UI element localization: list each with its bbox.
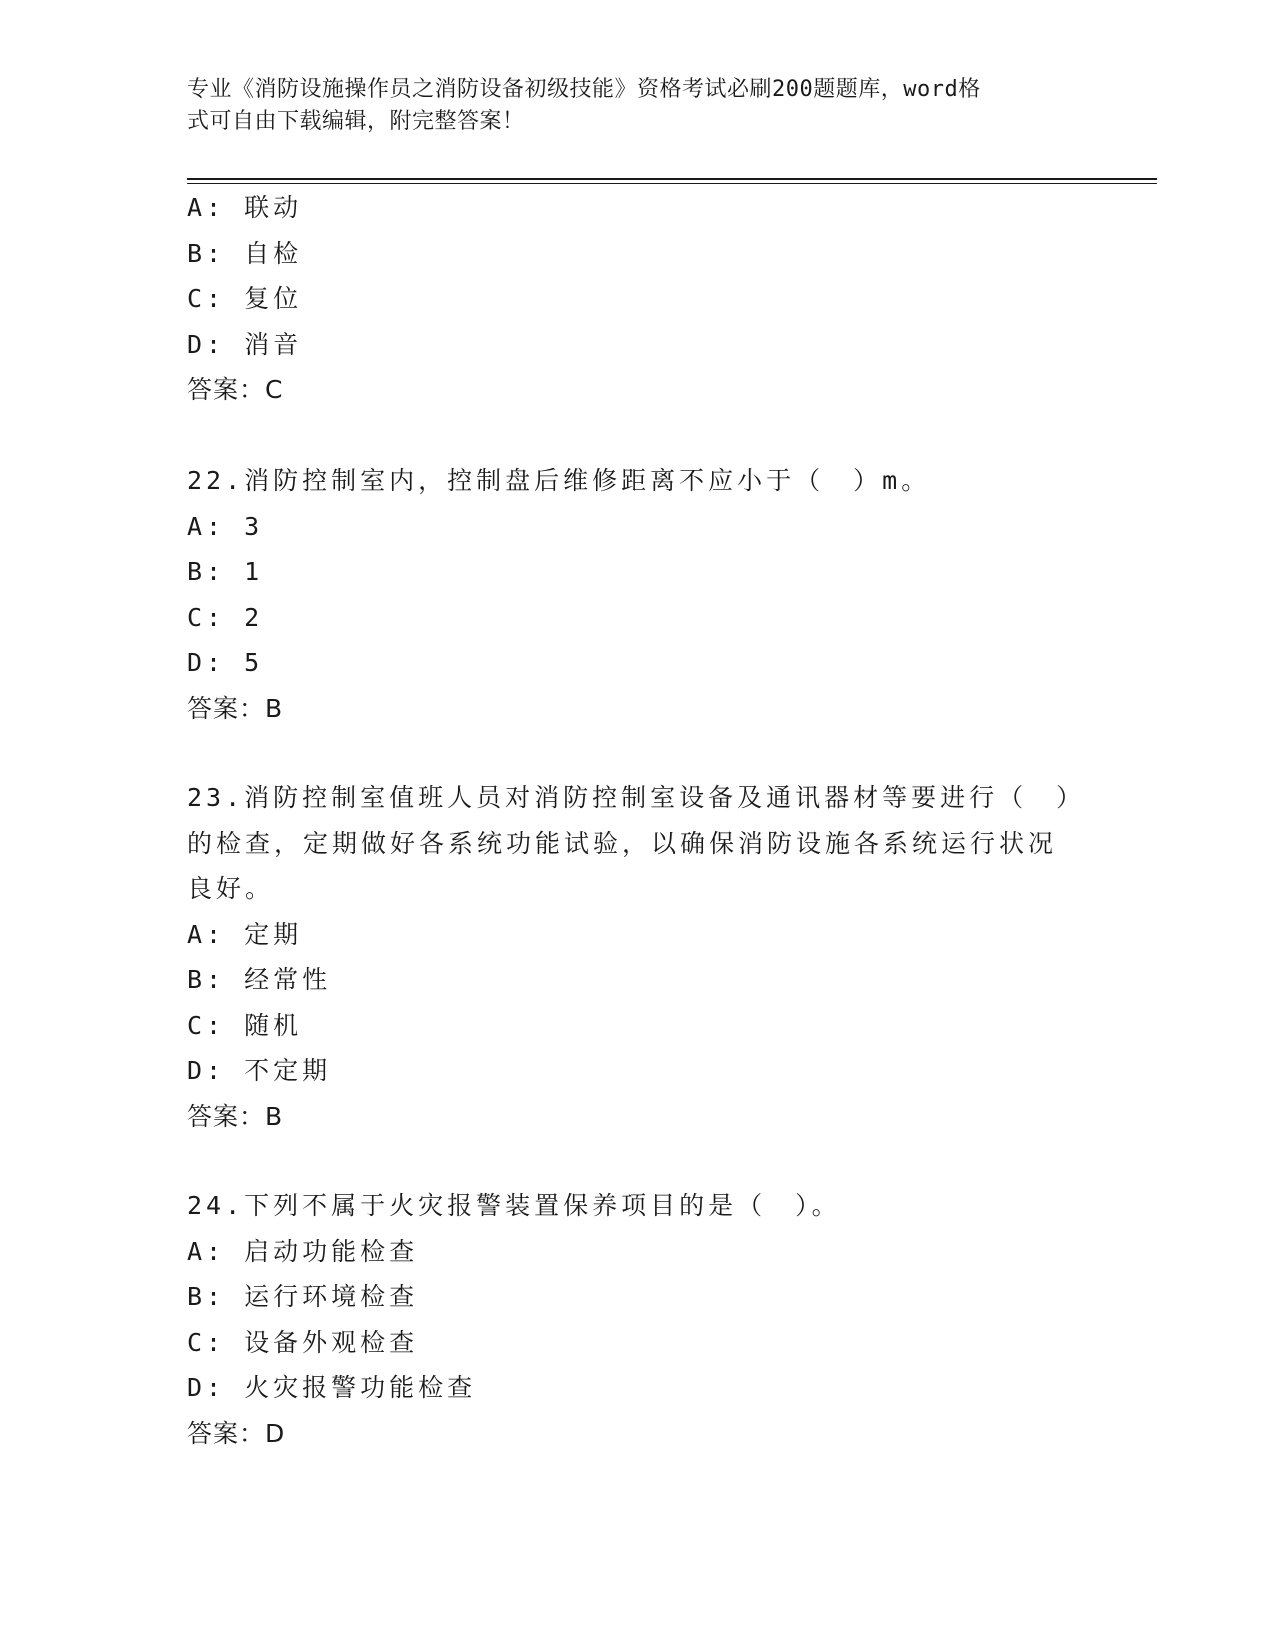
option-d: D: 消音 (187, 329, 303, 359)
header-divider-thin (187, 183, 1157, 184)
option-a: A: 定期 (187, 919, 303, 949)
option-a: A: 联动 (187, 193, 303, 222)
option-b: B: 1 (187, 557, 264, 586)
option-d: D: 5 (187, 648, 264, 677)
answer-line: 答案：B (187, 693, 284, 723)
option-c: C: 2 (187, 602, 264, 632)
question-22 (187, 458, 1067, 731)
option-d: D: 不定期 (187, 1056, 332, 1085)
option-c: C: 设备外观检查 (187, 1327, 419, 1357)
option-b: B: 运行环境检查 (187, 1282, 419, 1311)
header-divider-thick (187, 178, 1157, 180)
question-text-line-2: 的检查，定期做好各系统功能试验，以确保消防设施各系统运行状况 (187, 828, 1058, 858)
option-d: D: 火灾报警功能检查 (187, 1373, 477, 1402)
option-a: A: 启动功能检查 (187, 1236, 419, 1266)
answer-line: 答案：B (187, 1101, 284, 1131)
document-header (187, 74, 1067, 138)
question-text-line-3: 良好。 (187, 874, 275, 903)
question-text: 22.消防控制室内，控制盘后维修距离不应小于（ ）m。 (187, 466, 931, 495)
question-text-line-1: 23.消防控制室值班人员对消防控制室设备及通讯器材等要进行（ ） (187, 783, 1086, 812)
header-line-1: 专业《消防设施操作员之消防设备初级技能》资格考试必刷200题题库，word格 (187, 77, 981, 102)
question-text: 24.下列不属于火灾报警装置保养项目的是（ ）。 (187, 1191, 841, 1220)
option-a: A: 3 (187, 511, 264, 541)
question-23 (187, 775, 1086, 1139)
option-c: C: 随机 (187, 1010, 303, 1040)
header-line-2: 式可自由下载编辑，附完整答案！ (187, 109, 525, 134)
question-24 (187, 1183, 1067, 1456)
question-21 (187, 185, 1067, 413)
answer-line: 答案：D (187, 1418, 286, 1448)
answer-line: 答案：C (187, 375, 284, 404)
option-c: C: 复位 (187, 284, 303, 313)
option-b: B: 自检 (187, 238, 303, 268)
option-b: B: 经常性 (187, 965, 332, 994)
